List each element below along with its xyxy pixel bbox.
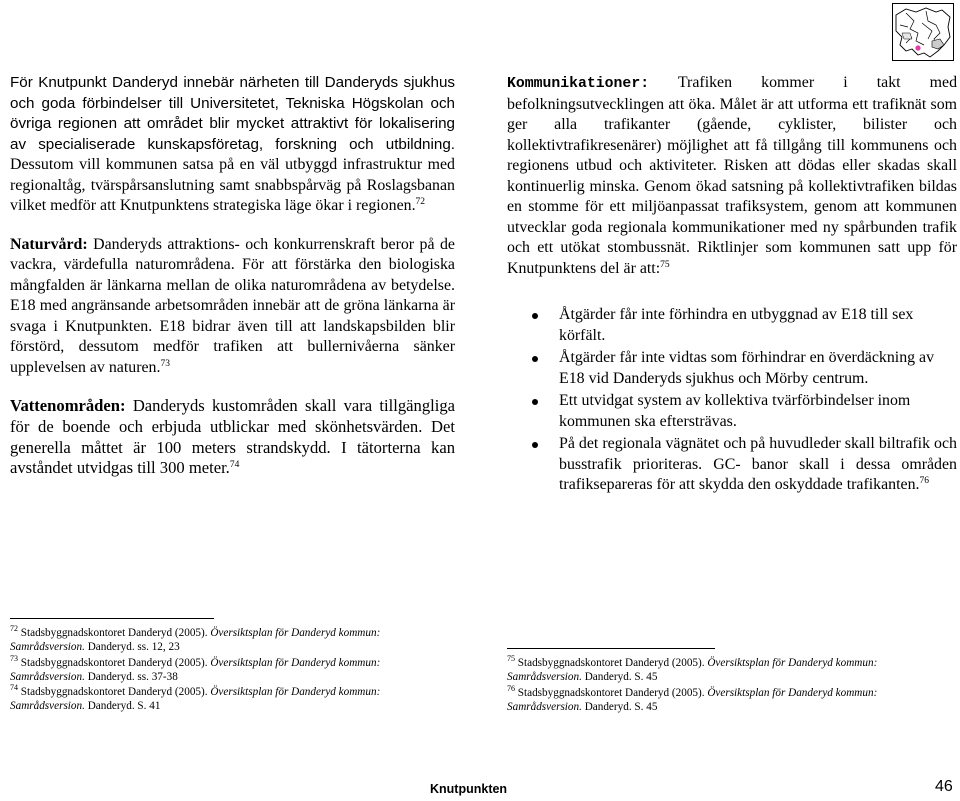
footnote-title: Översiktsplan för Danderyd kommun: Samrådsversion. xyxy=(507,657,878,684)
list-item-text: På det regionala vägnätet och på huvudleder skall biltrafik och busstrafik prioriteras. GC- banor skall i dessa områden trafiksepareras för att skydda den oskyddade trafikanten. xyxy=(559,435,957,493)
footnote-title: Översiktsplan för Danderyd kommun: Samrådsversion. xyxy=(10,686,381,713)
footer-label: Knutpunkten xyxy=(430,782,508,796)
footnote-ref-76: 76 xyxy=(919,476,929,486)
kommunikationer-label: Kommunikationer: xyxy=(507,76,650,92)
paragraph-kommunikationer xyxy=(507,73,957,279)
footnote-ref-73: 73 xyxy=(160,358,170,369)
list-item xyxy=(507,348,957,389)
footnote-number: 73 xyxy=(10,653,18,663)
footnote-source: Stadsbyggnadskontoret Danderyd (2005). xyxy=(517,686,705,699)
naturvard-label: Naturvård: xyxy=(10,235,88,253)
list-item xyxy=(507,305,957,346)
paragraph-naturvard xyxy=(10,235,455,379)
footnote-source: Stadsbyggnadskontoret Danderyd (2005). xyxy=(20,656,208,669)
paragraph-intro-text-a: För Knutpunkt Danderyd innebär närheten till Danderyds sjukhus och goda förbindelser till Universitetet, Tekniska Högskolan och övriga regionen att området blir mycket attraktivt för lokalisering av specialiserade kunskapsföretag, forskning och utbildning. xyxy=(10,74,455,153)
footnote-location: Danderyd. S. 45 xyxy=(584,671,658,684)
footnote-location: Danderyd. S. 45 xyxy=(584,700,658,713)
footnote-location: Danderyd. ss. 37-38 xyxy=(87,670,178,683)
left-column xyxy=(10,73,455,479)
vattenomraden-text: Danderyds kustområden skall vara tillgängliga för de boende och erbjuda utblickar med skönhetsvärden. Det generella måttet är 100 meters strandskydd. I tätorterna kan avståndet utvidgas till 300 meter. xyxy=(10,396,455,478)
list-item-text: Åtgärder får inte förhindra en utbyggnad av E18 till sex körfält. xyxy=(559,306,914,344)
list-item-text: Ett utvidgat system av kollektiva tvärförbindelser inom kommunen ska eftersträvas. xyxy=(559,392,911,430)
kommunikationer-text: Trafiken kommer i takt med befolkningsutvecklingen att öka. Målet är att utforma ett trafiknät som ger alla trafikanter (gående, cyklister, bilister och kollektivtrafikresenärer) möjlighet att få tillgång till kommunens och regionens utbud och aktiviteter. Risken att dödas eller skadas skall kontinuerlig minska. Genom ökad satsning på kollektivtrafiken bildas en stomme för ett miljöanpassat trafiksystem, genom att kommunen utvecklar goda regionala kommunikationer med ny spårbunden trafik och ett utökat stombussnät. Riktlinjer som kommunen satt upp för Knutpunktens del är att: xyxy=(507,74,958,277)
bullet-icon xyxy=(532,399,538,405)
footnote-73 xyxy=(10,653,450,685)
footnote-ref-74: 74 xyxy=(229,460,240,471)
paragraph-vattenomraden xyxy=(10,396,455,479)
footnote-74 xyxy=(10,685,450,714)
footnote-ref-75: 75 xyxy=(660,259,670,270)
bullet-icon xyxy=(532,356,538,362)
list-item xyxy=(507,391,957,432)
footnote-source: Stadsbyggnadskontoret Danderyd (2005). xyxy=(20,686,208,699)
footnote-title: Översiktsplan för Danderyd kommun: Samrådsversion. xyxy=(10,627,381,654)
footnote-number: 76 xyxy=(507,683,515,693)
footnote-title: Översiktsplan för Danderyd kommun: Samrådsversion. xyxy=(10,656,381,683)
paragraph-intro-text-b: Dessutom vill kommunen satsa på en väl utbyggd infrastruktur med regionaltåg, tvärspårsanslutning samt snabbspårväg på Roslagsbanan vilket medför att Knutpunktens strategiska läge ökar i regionen. xyxy=(10,156,455,214)
footnote-source: Stadsbyggnadskontoret Danderyd (2005). xyxy=(20,627,208,639)
footnote-76 xyxy=(507,683,952,715)
naturvard-text: Danderyds attraktions- och konkurrenskraft beror på de vackra, värdefulla naturområdena. För att förstärka den biologiska mångfalden är länkarna mellan de olika naturområdena av betydelse. E18 med angränsande arbetsområden innebär att de gröna länkarna är svaga i Knutpunkten. E18 bidrar även till att landskapsbilden blir förstörd, dessutom medför trafiken att bullernivåerna sänker upplevelsen av naturen. xyxy=(10,235,455,376)
right-column xyxy=(507,73,957,498)
footnote-title: Översiktsplan för Danderyd kommun: Samrådsversion. xyxy=(507,686,878,713)
map-logo-icon xyxy=(892,3,954,61)
vattenomraden-label: Vattenområden: xyxy=(10,396,126,415)
footnote-divider-left xyxy=(10,618,214,619)
page-number: 46 xyxy=(935,778,953,795)
footnote-location: Danderyd. ss. 12, 23 xyxy=(87,641,180,654)
footnote-number: 74 xyxy=(10,683,18,693)
footnote-72 xyxy=(10,626,450,655)
footnote-number: 75 xyxy=(507,654,515,663)
footnote-number: 72 xyxy=(10,624,18,633)
bullet-icon xyxy=(532,442,538,448)
list-item xyxy=(507,434,957,496)
bullet-icon xyxy=(532,313,538,319)
footnotes-right xyxy=(507,656,952,715)
footnote-75 xyxy=(507,656,952,685)
footnotes-left xyxy=(10,626,450,715)
footnote-source: Stadsbyggnadskontoret Danderyd (2005). xyxy=(517,657,705,669)
footnote-divider-right xyxy=(507,648,715,649)
guideline-list xyxy=(507,305,957,496)
footnote-location: Danderyd. S. 41 xyxy=(87,700,161,713)
paragraph-intro xyxy=(10,73,455,217)
footnote-ref-72: 72 xyxy=(415,197,426,207)
list-item-text: Åtgärder får inte vidtas som förhindrar en överdäckning av E18 vid Danderyds sjukhus och Mörby centrum. xyxy=(559,349,935,387)
